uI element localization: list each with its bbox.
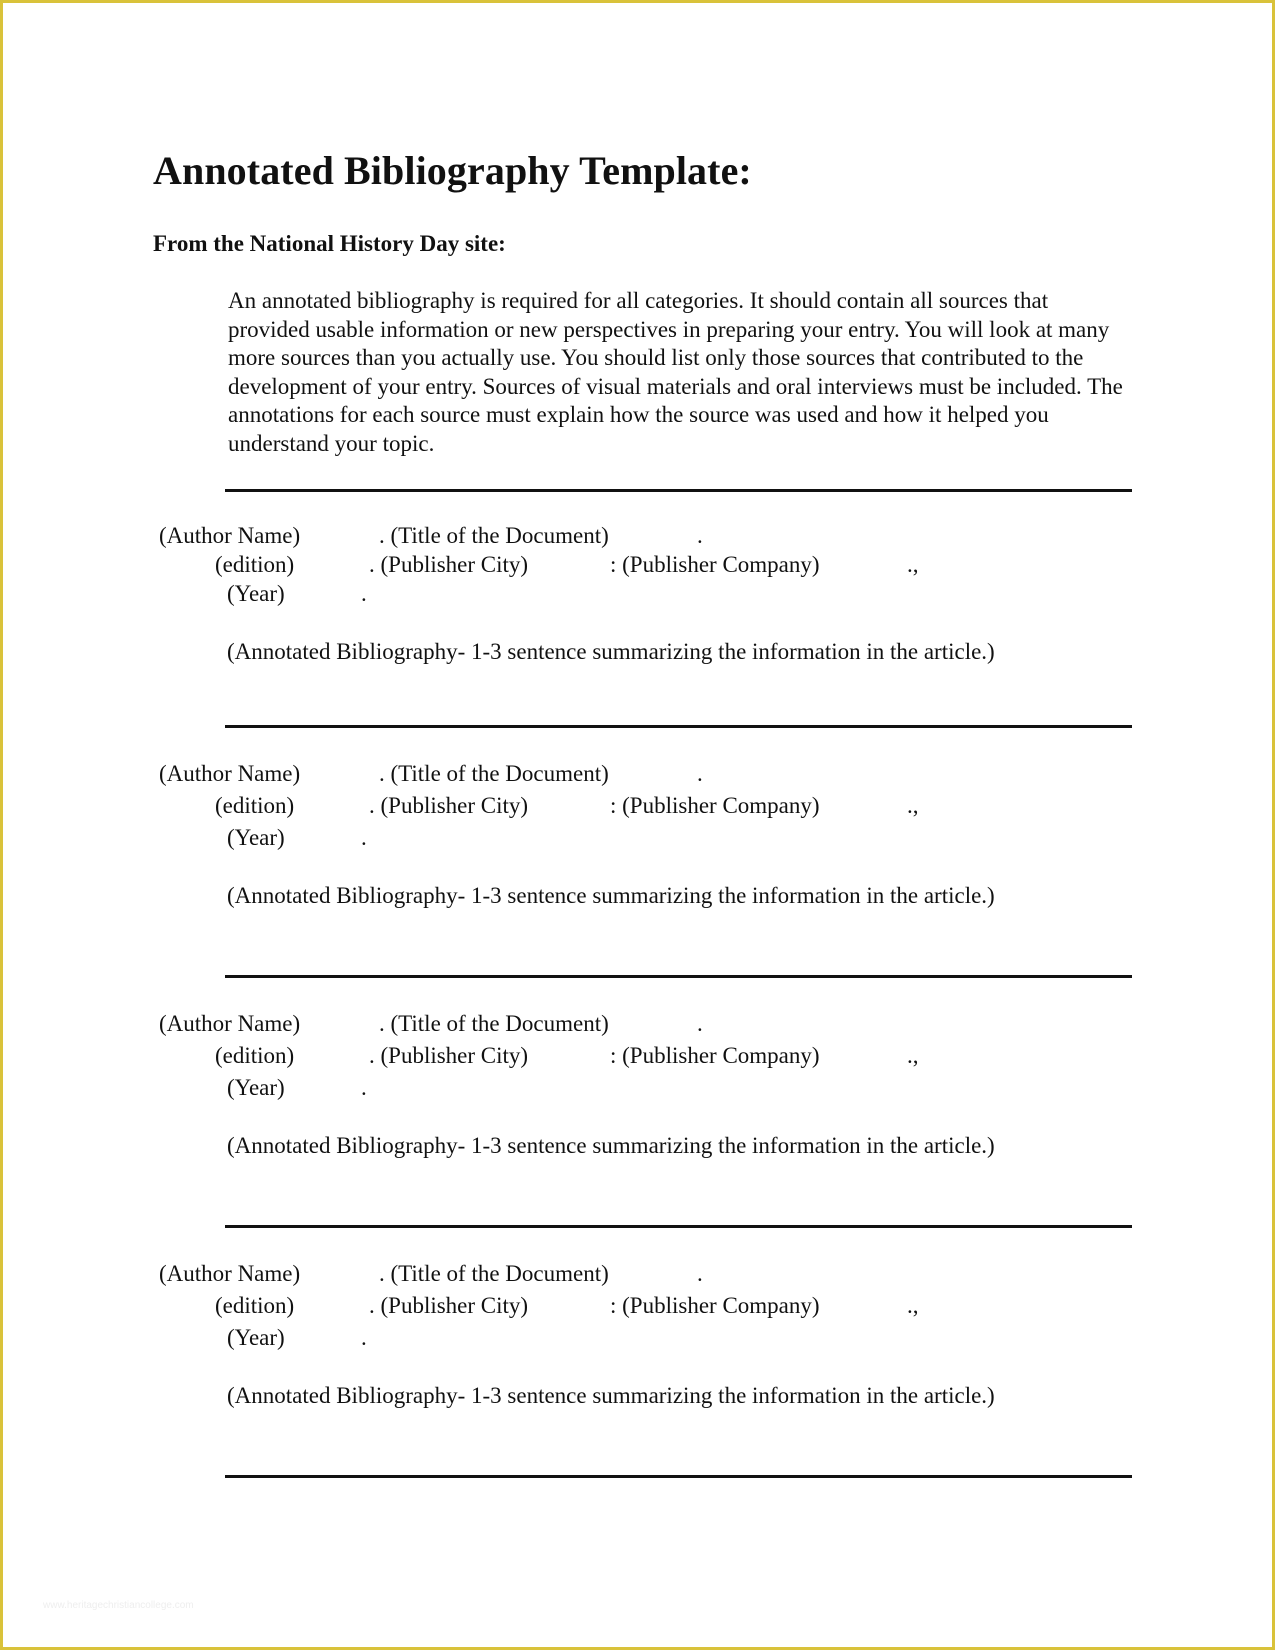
publisher-city-placeholder: . (Publisher City) [369,793,529,818]
title-terminator: . [697,1261,703,1286]
company-terminator: ., [907,1043,919,1068]
bibliography-entry [3,524,1275,694]
author-name-placeholder: (Author Name) [159,1011,301,1036]
document-title-placeholder: . (Title of the Document) [379,1011,609,1036]
separator-line [225,1475,1132,1478]
separator-line [225,975,1132,978]
edition-placeholder: (edition) [215,552,295,577]
year-terminator: . [361,825,367,850]
watermark: www.heritagechristiancollege.com [43,1600,194,1611]
author-name-placeholder: (Author Name) [159,523,301,548]
annotation-placeholder: (Annotated Bibliography- 1-3 sentence summarizing the information in the article.) [227,1383,995,1408]
edition-placeholder: (edition) [215,793,295,818]
bibliography-entry [3,1012,1275,1182]
publisher-city-placeholder: . (Publisher City) [369,552,529,577]
title-terminator: . [697,1011,703,1036]
company-terminator: ., [907,1293,919,1318]
annotation-placeholder: (Annotated Bibliography- 1-3 sentence summarizing the information in the article.) [227,883,995,908]
year-terminator: . [361,581,367,606]
publisher-company-placeholder: : (Publisher Company) [610,1293,820,1318]
publisher-city-placeholder: . (Publisher City) [369,1293,529,1318]
separator-line [225,725,1132,728]
separator-line [225,1225,1132,1228]
bibliography-entry [3,1262,1275,1432]
publisher-company-placeholder: : (Publisher Company) [610,1043,820,1068]
company-terminator: ., [907,793,919,818]
separator-line [225,489,1132,492]
title-terminator: . [697,761,703,786]
page-subtitle: From the National History Day site: [153,231,506,256]
year-placeholder: (Year) [227,1075,285,1100]
year-placeholder: (Year) [227,825,285,850]
year-terminator: . [361,1325,367,1350]
author-name-placeholder: (Author Name) [159,1261,301,1286]
document-title-placeholder: . (Title of the Document) [379,1261,609,1286]
edition-placeholder: (edition) [215,1293,295,1318]
bibliography-entry [3,762,1275,932]
publisher-city-placeholder: . (Publisher City) [369,1043,529,1068]
year-placeholder: (Year) [227,1325,285,1350]
annotation-placeholder: (Annotated Bibliography- 1-3 sentence summarizing the information in the article.) [227,639,995,664]
page-title: Annotated Bibliography Template: [153,148,752,193]
annotation-placeholder: (Annotated Bibliography- 1-3 sentence summarizing the information in the article.) [227,1133,995,1158]
title-terminator: . [697,523,703,548]
year-placeholder: (Year) [227,581,285,606]
publisher-company-placeholder: : (Publisher Company) [610,552,820,577]
author-name-placeholder: (Author Name) [159,761,301,786]
document-title-placeholder: . (Title of the Document) [379,523,609,548]
year-terminator: . [361,1075,367,1100]
company-terminator: ., [907,552,919,577]
intro-paragraph: An annotated bibliography is required for all categories. It should contain all sources that provided usable information or new perspectives in preparing your entry. You will look at many more sources than you actually use. You should list only those sources that contributed to the development of your entry. Sources of visual materials and oral interviews must be included. The annotations for each source must explain how the source was used and how it helped you understand your topic. [228,288,1123,456]
document-title-placeholder: . (Title of the Document) [379,761,609,786]
publisher-company-placeholder: : (Publisher Company) [610,793,820,818]
edition-placeholder: (edition) [215,1043,295,1068]
